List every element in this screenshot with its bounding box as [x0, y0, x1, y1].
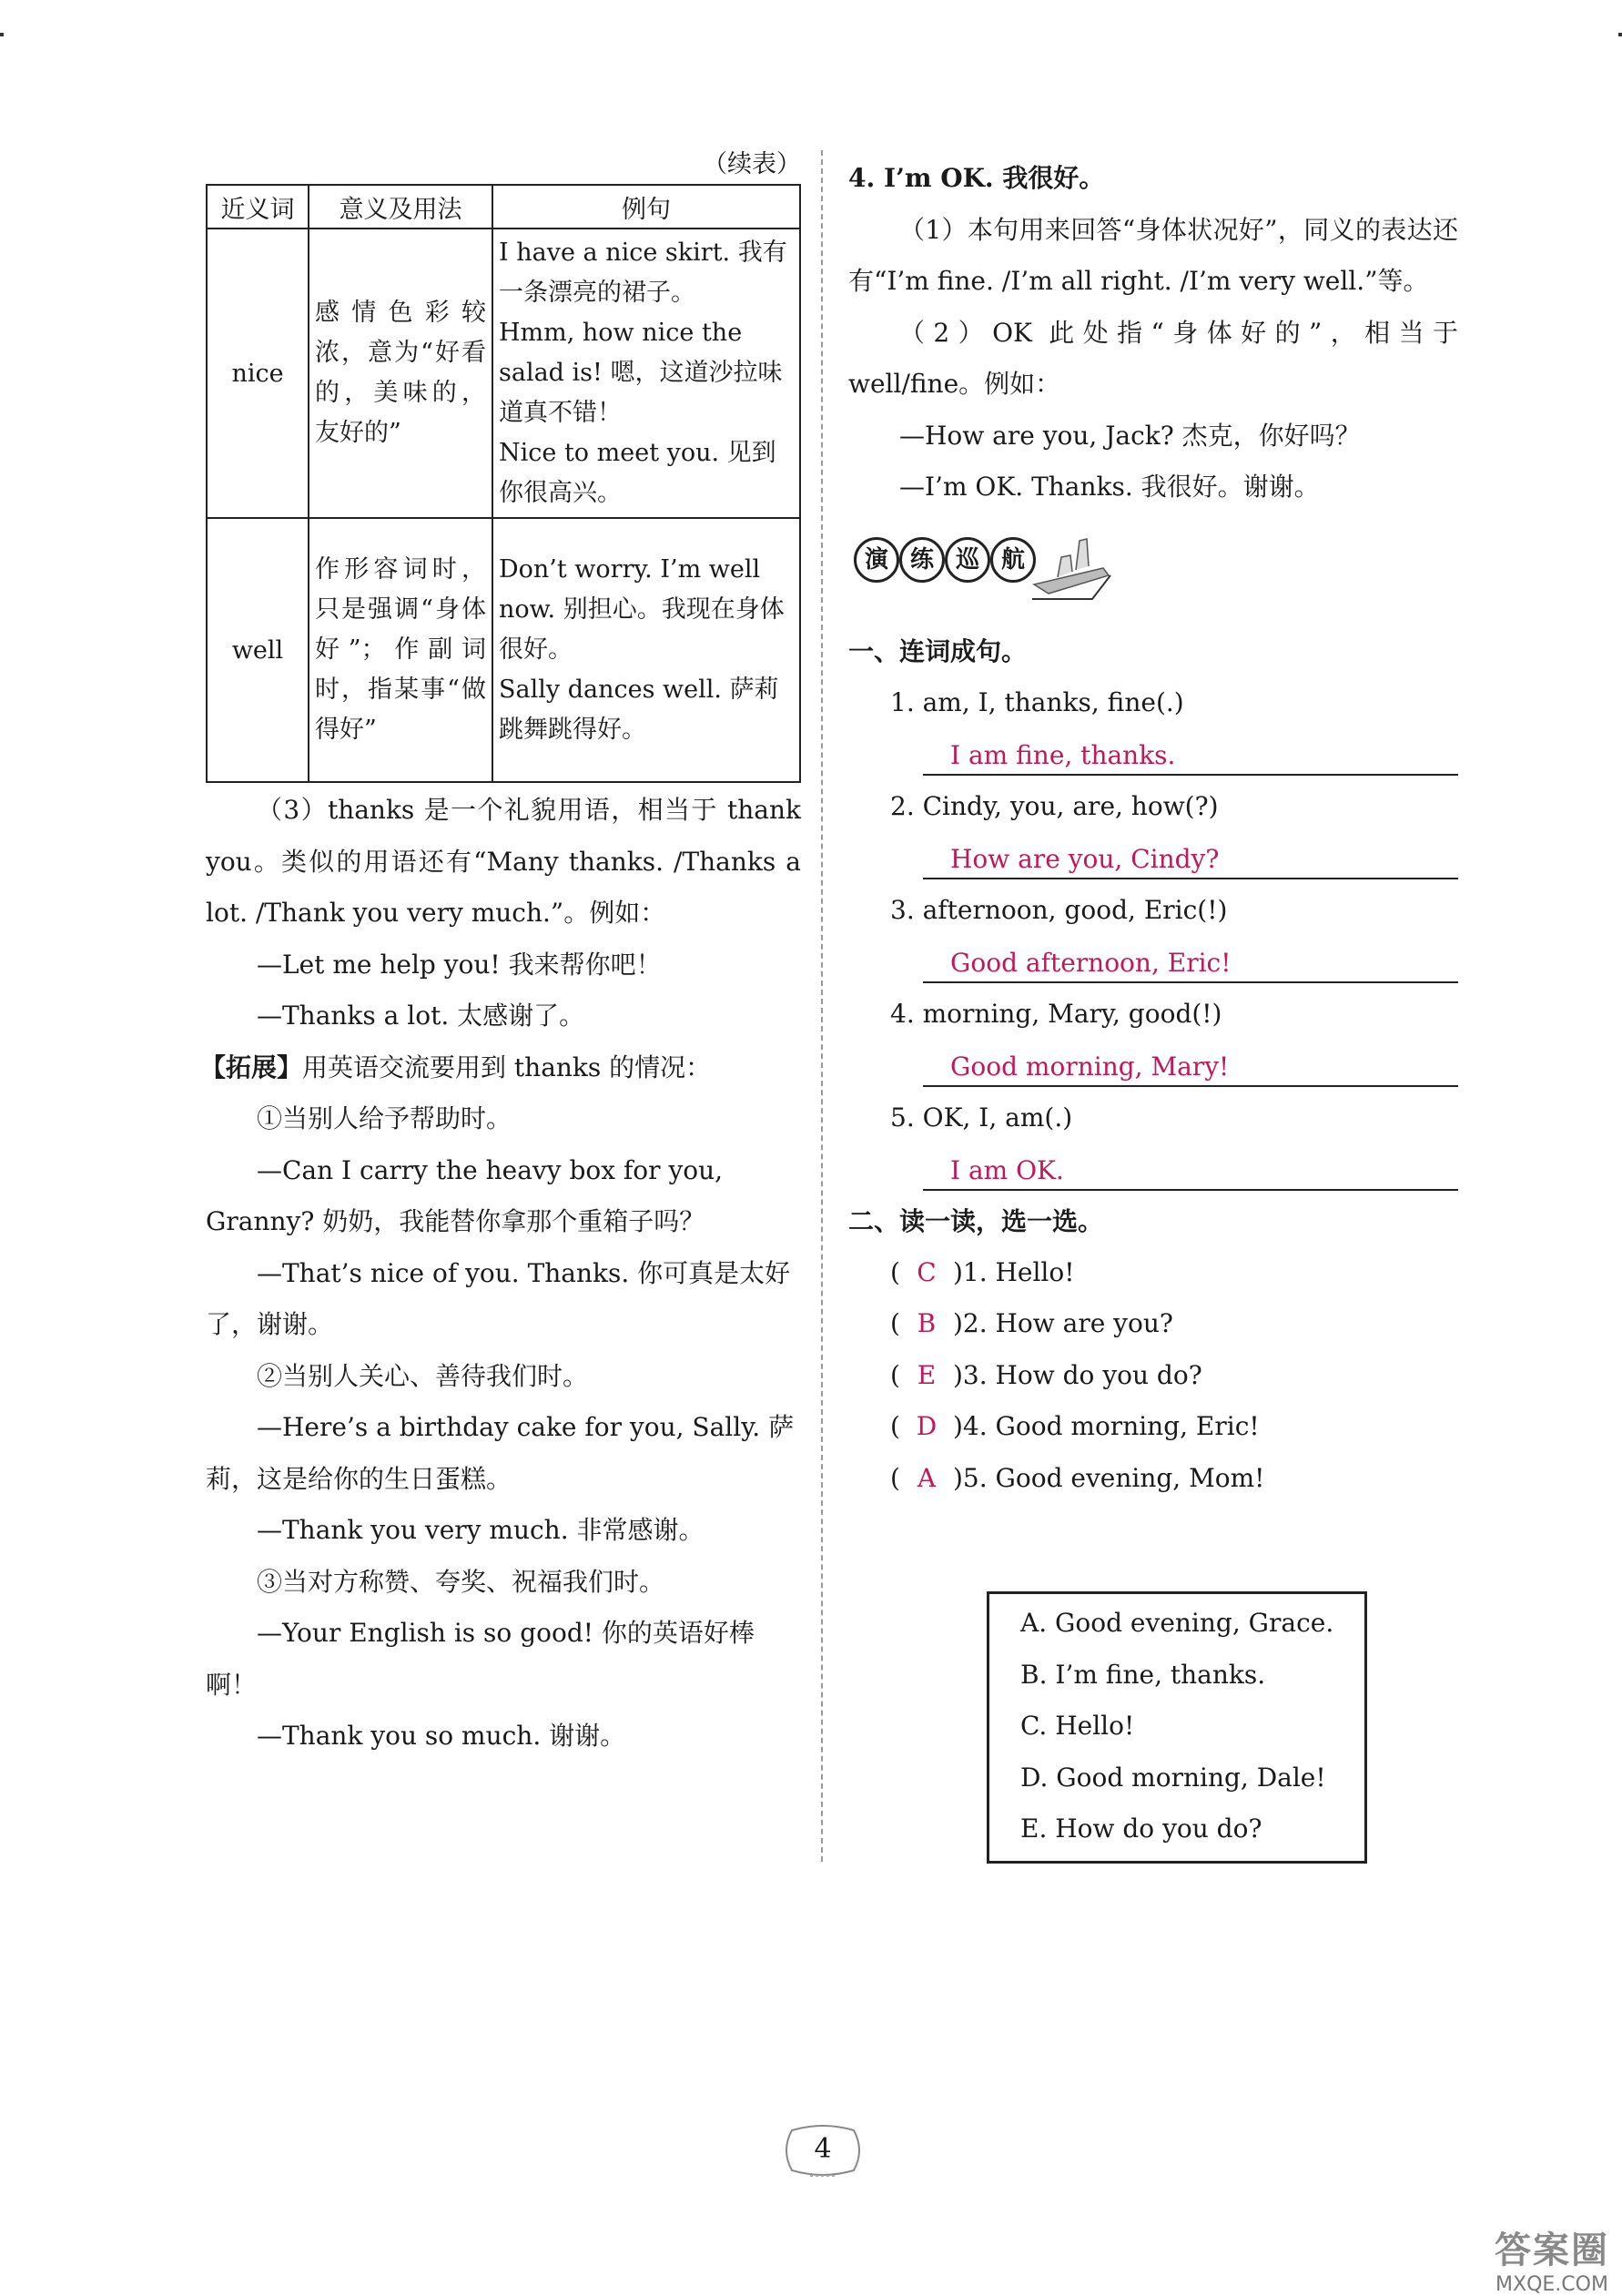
table-examples — [492, 229, 800, 518]
watermark — [1495, 2221, 1609, 2296]
question: 4. morning, Mary, good(!) — [890, 998, 1222, 1029]
choice-question: ( A )5. Good evening, Mom! — [890, 1453, 1458, 1505]
dialogue-line: —How are you, Jack? 杰克，你好吗？ — [899, 420, 1361, 451]
dialogue-line: —Thanks a lot. 太感谢了。 — [257, 1001, 585, 1031]
page-number — [779, 2121, 867, 2190]
right-column — [848, 146, 1458, 1844]
table-header: 近义词 — [207, 185, 309, 229]
extension-item: —That’s nice of you. Thanks. 你可真是太好了，谢谢。 — [206, 1257, 791, 1339]
column-divider — [821, 150, 823, 1862]
synonym-table — [206, 184, 801, 783]
option-item: E. How do you do? — [1020, 1813, 1262, 1844]
option-item: B. I’m fine, thanks. — [1020, 1659, 1266, 1690]
example-sentence: Hmm, how nice the salad is! 嗯，这道沙拉味道真不错！ — [499, 319, 783, 427]
choice-text: 5. Good evening, Mom! — [962, 1462, 1265, 1493]
watermark-logo: 答案圈 — [1495, 2230, 1609, 2271]
paragraph: （1）本句用来回答“身体状况好”，同义的表达还有“I’m fine. /I’m all right. /I’m very well.”等。 — [848, 214, 1458, 296]
choice-answer: E — [917, 1359, 937, 1390]
option-item: C. Hello! — [1020, 1711, 1135, 1741]
example-sentence: Don’t worry. I’m well now. 别担心。我现在身体很好。 — [499, 555, 785, 664]
practice-banner — [848, 521, 1458, 621]
left-column — [200, 146, 801, 1763]
question: 2. Cindy, you, are, how(?) — [890, 790, 1219, 821]
question: 3. afternoon, good, Eric(!) — [890, 894, 1228, 925]
choice-text: 2. How are you? — [962, 1308, 1173, 1338]
section-title: 二、读一读，选一选。 — [848, 1205, 1104, 1236]
extension-item: —Your English is so good! 你的英语好棒啊！ — [206, 1618, 755, 1700]
options-box — [987, 1591, 1367, 1864]
extension-item: ①当别人给予帮助时。 — [257, 1103, 512, 1133]
answer-line: I am OK. — [923, 1143, 1458, 1191]
paragraph: （2）OK 此处指“身体好的”，相当于 well/fine。例如： — [848, 317, 1458, 399]
banner-char: 演 — [854, 537, 899, 583]
section-title: 一、连词成句。 — [848, 635, 1028, 666]
extension-item: —Thank you so much. 谢谢。 — [257, 1721, 626, 1751]
watermark-url: MXQE.COM — [1495, 2273, 1608, 2296]
banner-char: 练 — [899, 537, 945, 583]
table-header-row — [207, 185, 800, 229]
dialogue-line: —I’m OK. Thanks. 我很好。谢谢。 — [899, 472, 1320, 502]
extension-item: ③当对方称赞、夸奖、祝福我们时。 — [257, 1566, 665, 1597]
choice-text: 1. Hello! — [962, 1256, 1075, 1287]
table-examples — [492, 518, 800, 782]
extension-item: —Here’s a birthday cake for you, Sally. 萨莉，这是给你的生日蛋糕。 — [206, 1412, 795, 1494]
banner-char: 航 — [990, 537, 1036, 583]
choice-answer: A — [917, 1462, 937, 1493]
extension-heading — [200, 1042, 801, 1094]
example-sentence: Nice to meet you. 见到你很高兴。 — [499, 439, 776, 507]
choice-question: ( B )2. How are you? — [890, 1298, 1458, 1350]
example-sentence: Sally dances well. 萨莉跳舞跳得好。 — [499, 676, 779, 744]
table-usage: 作形容词时，只是强调“身体好”；作副词时，指某事“做得好” — [309, 518, 492, 782]
table-row — [207, 229, 800, 518]
choice-question: ( C )1. Hello! — [890, 1247, 1458, 1299]
extension-tag: 【拓展】 — [200, 1051, 303, 1082]
choice-answer: D — [916, 1411, 938, 1441]
extension-item: ②当别人关心、善待我们时。 — [257, 1360, 589, 1391]
answer-line: Good morning, Mary! — [923, 1040, 1458, 1087]
choice-answer: B — [917, 1308, 937, 1338]
dialogue-line: —Let me help you! 我来帮你吧！ — [257, 949, 662, 980]
table-usage: 感情色彩较浓，意为“好看的，美味的，友好的” — [309, 229, 492, 518]
choice-text: 3. How do you do? — [962, 1359, 1202, 1390]
answer-line: Good afternoon, Eric! — [923, 936, 1458, 983]
crop-mark — [1618, 33, 1622, 36]
answer-line: How are you, Cindy? — [923, 832, 1458, 879]
example-sentence: I have a nice skirt. 我有一条漂亮的裙子。 — [499, 239, 787, 307]
option-item: A. Good evening, Grace. — [1020, 1608, 1334, 1638]
extension-item: —Thank you very much. 非常感谢。 — [257, 1515, 705, 1545]
table-word: nice — [207, 229, 309, 518]
choice-question: ( D )4. Good morning, Eric! — [890, 1401, 1458, 1453]
table-header: 意义及用法 — [309, 185, 492, 229]
table-header: 例句 — [492, 185, 800, 229]
page-number-text: 4 — [814, 2133, 832, 2165]
crop-mark — [0, 33, 4, 36]
choice-text: 4. Good morning, Eric! — [962, 1411, 1260, 1441]
table-row — [207, 518, 800, 782]
table-word: well — [207, 518, 309, 782]
option-item: D. Good morning, Dale! — [1020, 1762, 1326, 1793]
ship-icon — [1030, 521, 1112, 608]
extension-text: 用英语交流要用到 thanks 的情况： — [302, 1051, 712, 1082]
continued-label: （续表） — [703, 150, 801, 178]
choice-question: ( E )3. How do you do? — [890, 1350, 1458, 1402]
banner-char: 巡 — [945, 537, 990, 583]
question: 1. am, I, thanks, fine(.) — [890, 686, 1184, 717]
choice-answer: C — [917, 1256, 937, 1287]
point-title: 4. I’m OK. 我很好。 — [848, 163, 1105, 193]
extension-item: —Can I carry the heavy box for you, Granny? 奶奶，我能替你拿那个重箱子吗？ — [206, 1154, 724, 1236]
question: 5. OK, I, am(.) — [890, 1102, 1073, 1133]
answer-line: I am fine, thanks. — [923, 728, 1458, 776]
paragraph: （3）thanks 是一个礼貌用语，相当于 thank you。类似的用语还有“Many thanks. /Thanks a lot. /Thank you very much.”。例如： — [206, 795, 801, 928]
